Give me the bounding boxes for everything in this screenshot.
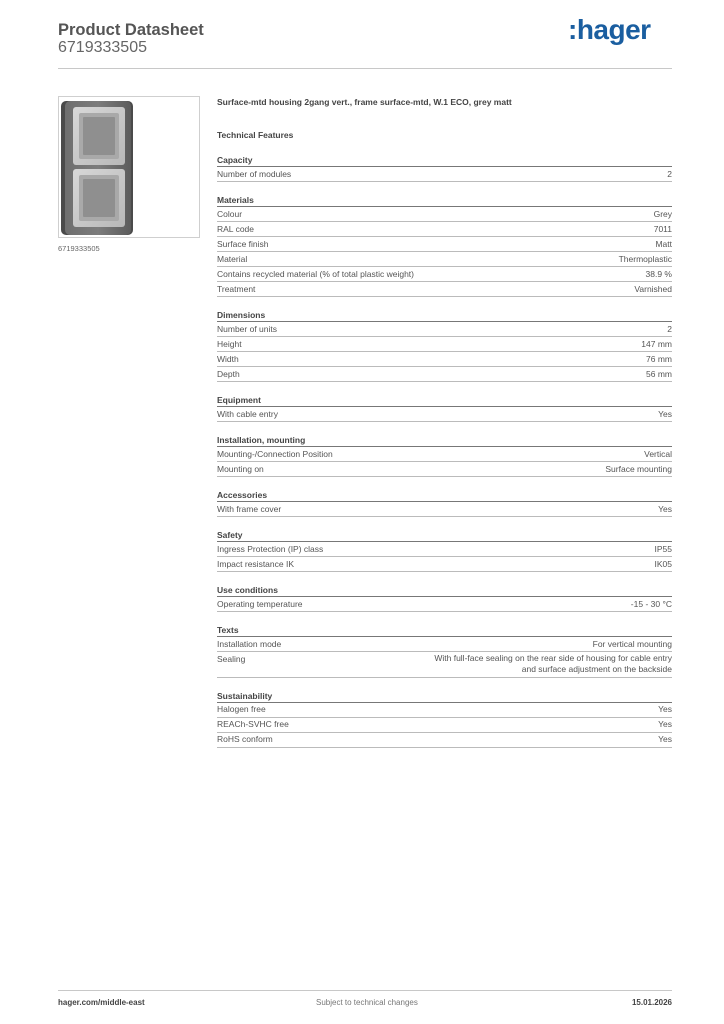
spec-label: Width xyxy=(217,353,239,364)
spec-label: Ingress Protection (IP) class xyxy=(217,543,324,554)
section-capacity xyxy=(217,154,672,182)
spec-value: Vertical xyxy=(644,448,672,459)
spec-label: Impact resistance IK xyxy=(217,558,295,569)
spec-value: 147 mm xyxy=(641,338,672,349)
spec-label: With cable entry xyxy=(217,408,278,419)
spec-row xyxy=(217,207,672,222)
section-sustainability xyxy=(217,690,672,748)
section-title: Materials xyxy=(217,194,672,207)
spec-label: With frame cover xyxy=(217,503,282,514)
content xyxy=(217,95,672,748)
spec-row xyxy=(217,282,672,297)
spec-row xyxy=(217,337,672,352)
spec-label: Sealing xyxy=(217,653,246,664)
footer-notice: Subject to technical changes xyxy=(316,998,418,1007)
spec-value: 7011 xyxy=(653,223,672,234)
spec-row xyxy=(217,637,672,652)
footer-website: hager.com/middle-east xyxy=(58,998,145,1007)
spec-value: IP55 xyxy=(654,543,672,554)
section-title: Accessories xyxy=(217,489,672,502)
spec-value: Yes xyxy=(658,719,672,729)
footer-date: 15.01.2026 xyxy=(631,998,672,1007)
spec-value: With full-face sealing on the rear side of housing for cable entry and surface adjustment on the backside xyxy=(434,652,672,674)
spec-label: Mounting-/Connection Position xyxy=(217,448,333,459)
section-installation-mounting xyxy=(217,434,672,477)
spec-label: Halogen free xyxy=(217,704,266,714)
spec-row xyxy=(217,652,672,678)
spec-value: 76 mm xyxy=(646,353,672,364)
spec-row xyxy=(217,267,672,282)
spec-value: 56 mm xyxy=(646,368,672,379)
spec-label: Number of units xyxy=(217,323,277,334)
section-accessories xyxy=(217,489,672,517)
spec-row xyxy=(217,462,672,477)
spec-row xyxy=(217,367,672,382)
spec-label: Contains recycled material (% of total plastic weight) xyxy=(217,268,414,279)
spec-row xyxy=(217,502,672,517)
spec-value: 38.9 % xyxy=(645,268,672,279)
footer-divider xyxy=(58,990,672,991)
spec-value: Matt xyxy=(655,238,672,249)
spec-row xyxy=(217,733,672,748)
spec-label: Material xyxy=(217,253,248,264)
spec-label: Depth xyxy=(217,368,240,379)
spec-label: RAL code xyxy=(217,223,255,234)
spec-row xyxy=(217,447,672,462)
spec-label: Number of modules xyxy=(217,168,292,179)
spec-row xyxy=(217,557,672,572)
section-title: Installation, mounting xyxy=(217,434,672,447)
spec-row xyxy=(217,597,672,612)
product-image xyxy=(58,96,200,238)
spec-value: Yes xyxy=(658,704,672,714)
spec-label: Treatment xyxy=(217,283,256,294)
product-photo-housing xyxy=(59,97,199,237)
spec-value: Yes xyxy=(658,734,672,744)
spec-label: Installation mode xyxy=(217,638,282,649)
spec-row xyxy=(217,352,672,367)
spec-value: Surface mounting xyxy=(605,463,672,474)
section-title: Capacity xyxy=(217,154,672,167)
section-title: Safety xyxy=(217,529,672,542)
spec-row xyxy=(217,407,672,422)
spec-label: RoHS conform xyxy=(217,734,273,744)
section-dimensions xyxy=(217,309,672,382)
header-divider xyxy=(58,68,672,69)
spec-label: Operating temperature xyxy=(217,598,303,609)
spec-row xyxy=(217,542,672,557)
section-title: Use conditions xyxy=(217,584,672,597)
product-description: Surface-mtd housing 2gang vert., frame surface-mtd, W.1 ECO, grey matt xyxy=(217,97,512,107)
spec-label: Surface finish xyxy=(217,238,269,249)
spec-row xyxy=(217,252,672,267)
spec-value: IK05 xyxy=(654,558,672,569)
spec-value: Thermoplastic xyxy=(618,253,672,264)
section-equipment xyxy=(217,394,672,422)
section-title: Sustainability xyxy=(217,690,672,703)
spec-value: 2 xyxy=(667,168,672,179)
section-title: Equipment xyxy=(217,394,672,407)
spec-value: Varnished xyxy=(634,283,672,294)
spec-label: Mounting on xyxy=(217,463,264,474)
spec-value: Yes xyxy=(658,503,672,514)
spec-row xyxy=(217,167,672,182)
section-use-conditions xyxy=(217,584,672,612)
image-caption: 6719333505 xyxy=(58,244,100,253)
section-materials xyxy=(217,194,672,297)
spec-row xyxy=(217,322,672,337)
spec-label: Height xyxy=(217,338,242,349)
spec-row xyxy=(217,237,672,252)
spec-value: For vertical mounting xyxy=(592,638,672,649)
spec-value: 2 xyxy=(667,323,672,334)
spec-row xyxy=(217,718,672,733)
section-texts xyxy=(217,624,672,678)
spec-value: Grey xyxy=(653,208,672,219)
spec-label: Colour xyxy=(217,208,243,219)
spec-value: Yes xyxy=(658,408,672,419)
section-title: Texts xyxy=(217,624,672,637)
product-number: 6719333505 xyxy=(58,39,147,56)
spec-value: -15 - 30 °C xyxy=(630,598,672,609)
feature-sections xyxy=(217,154,672,748)
section-title: Dimensions xyxy=(217,309,672,322)
section-safety xyxy=(217,529,672,572)
hager-logo: :hager xyxy=(568,14,651,45)
spec-row xyxy=(217,703,672,718)
technical-features-heading: Technical Features xyxy=(217,130,294,140)
spec-label: REACh-SVHC free xyxy=(217,719,289,729)
spec-row xyxy=(217,222,672,237)
page-title: Product Datasheet xyxy=(58,21,204,39)
